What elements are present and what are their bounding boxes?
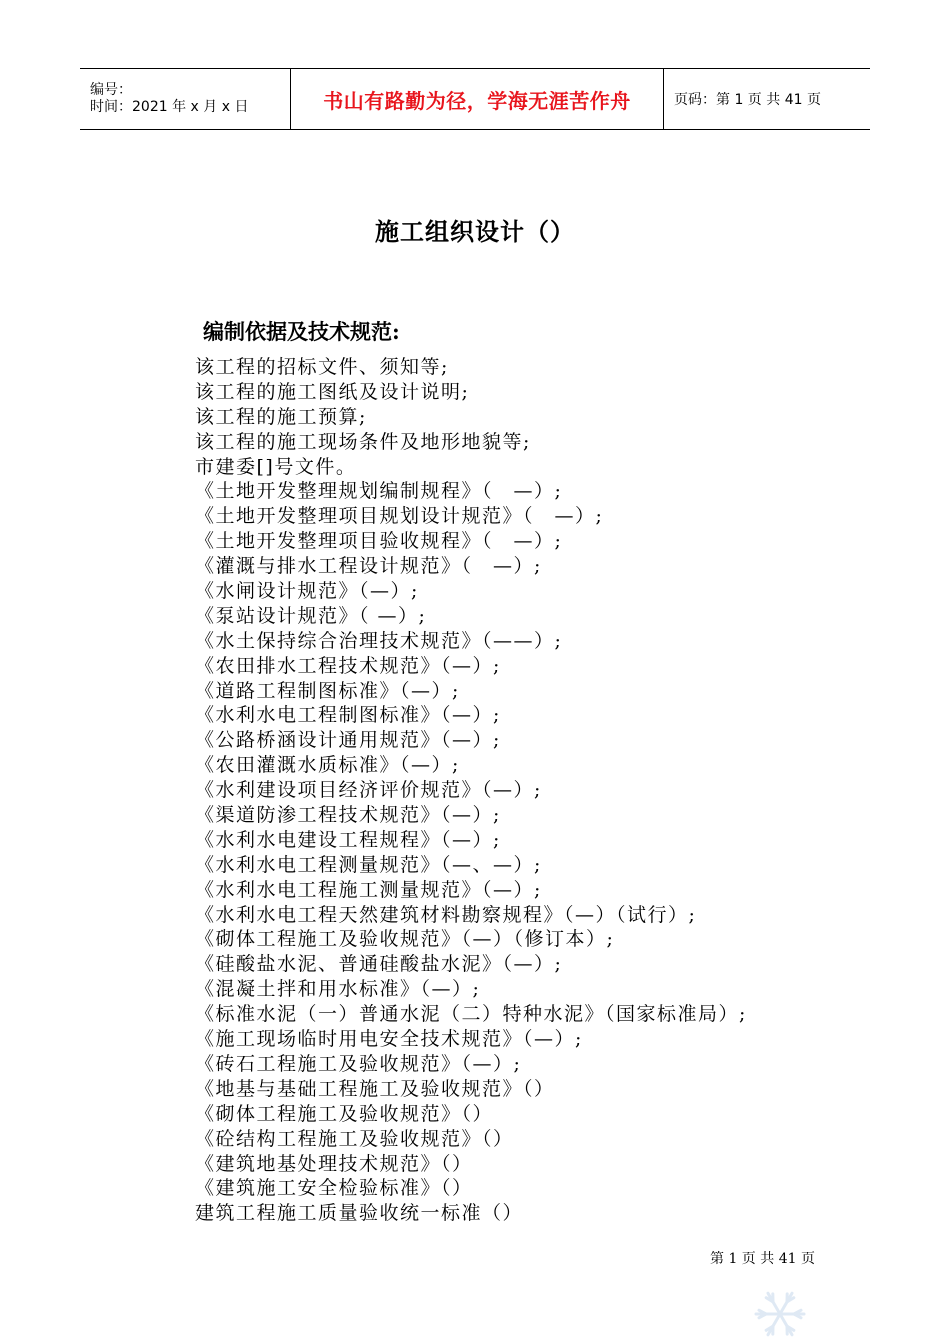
list-item: 《农田灌溉水质标准》（—）; [195, 754, 460, 777]
list-item: 《施工现场临时用电安全技术规范》（—）; [195, 1028, 583, 1051]
list-item: 《水利水电工程测量规范》（—、—）; [195, 853, 542, 876]
list-item: 《农田排水工程技术规范》（—）; [195, 654, 501, 677]
page-header [80, 68, 870, 130]
list-item: 《土地开发整理项目规划设计规范》（ —）; [195, 505, 604, 528]
list-item: 《硅酸盐水泥、普通硅酸盐水泥》（—）; [195, 953, 563, 976]
header-left [80, 69, 290, 129]
list-item: 《建筑施工安全检验标准》（） [195, 1177, 473, 1200]
list-item: 《水利水电建设工程规程》（—）; [195, 828, 501, 851]
list-item: 《水利水电工程施工测量规范》（—）; [195, 878, 542, 901]
list-item: 《混凝土拌和用水标准》（—）; [195, 978, 481, 1001]
snowflake-watermark-icon [752, 1286, 808, 1342]
list-item: 《砼结构工程施工及验收规范》（） [195, 1127, 514, 1150]
reference-list [195, 355, 747, 1226]
list-item: 《渠道防渗工程技术规范》（—）; [195, 804, 501, 827]
list-item: 《泵站设计规范》（ —）; [195, 604, 427, 627]
list-item: 《水土保持综合治理技术规范》（——）; [195, 629, 563, 652]
list-item: 《砖石工程施工及验收规范》（—）; [195, 1052, 522, 1075]
list-item: 《道路工程制图标准》（—）; [195, 679, 460, 702]
list-item: 《土地开发整理项目验收规程》（ —）; [195, 530, 563, 553]
header-right [664, 69, 821, 129]
list-item: 《水利建设项目经济评价规范》（—）; [195, 779, 542, 802]
header-page-number: 页码：第 1 页 共 41 页 [674, 92, 821, 108]
list-item: 《地基与基础工程施工及验收规范》（） [195, 1077, 555, 1100]
list-item: 《水利水电工程天然建筑材料勘察规程》（—）（试行）; [195, 903, 697, 926]
list-item: 建筑工程施工质量验收统一标准（） [195, 1202, 524, 1225]
list-item: 《砌体工程施工及验收规范》（—）（修订本）; [195, 928, 615, 951]
document-number-label: 编号： [90, 82, 132, 98]
list-item: 《砌体工程施工及验收规范》（） [195, 1102, 494, 1125]
list-item: 《水利水电工程制图标准》（—）; [195, 704, 501, 727]
list-item: 市建委[]号文件。 [195, 455, 357, 478]
list-item: 该工程的招标文件、须知等; [195, 356, 449, 378]
document-date: 时间：2021 年 x 月 x 日 [90, 99, 249, 115]
document-title: 施工组织设计（） [375, 218, 575, 246]
list-item: 《公路桥涵设计通用规范》（—）; [195, 729, 501, 752]
header-center [290, 69, 664, 129]
list-item: 《建筑地基处理技术规范》（） [195, 1152, 473, 1175]
list-item: 《灌溉与排水工程设计规范》（ —）; [195, 555, 542, 578]
list-item: 该工程的施工现场条件及地形地貌等; [195, 430, 531, 453]
list-item: 《土地开发整理规划编制规程》（ —）; [195, 480, 563, 503]
list-item: 该工程的施工预算; [195, 405, 367, 428]
header-motto: 书山有路勤为径，学海无涯苦作舟 [323, 88, 631, 113]
section-heading: 编制依据及技术规范: [203, 319, 400, 344]
list-item: 《标准水泥（一）普通水泥（二）特种水泥》（国家标准局）; [195, 1003, 747, 1026]
list-item: 该工程的施工图纸及设计说明; [195, 380, 470, 403]
list-item: 《水闸设计规范》（—）; [195, 580, 419, 603]
footer-page-number: 第 1 页 共 41 页 [710, 1251, 815, 1267]
